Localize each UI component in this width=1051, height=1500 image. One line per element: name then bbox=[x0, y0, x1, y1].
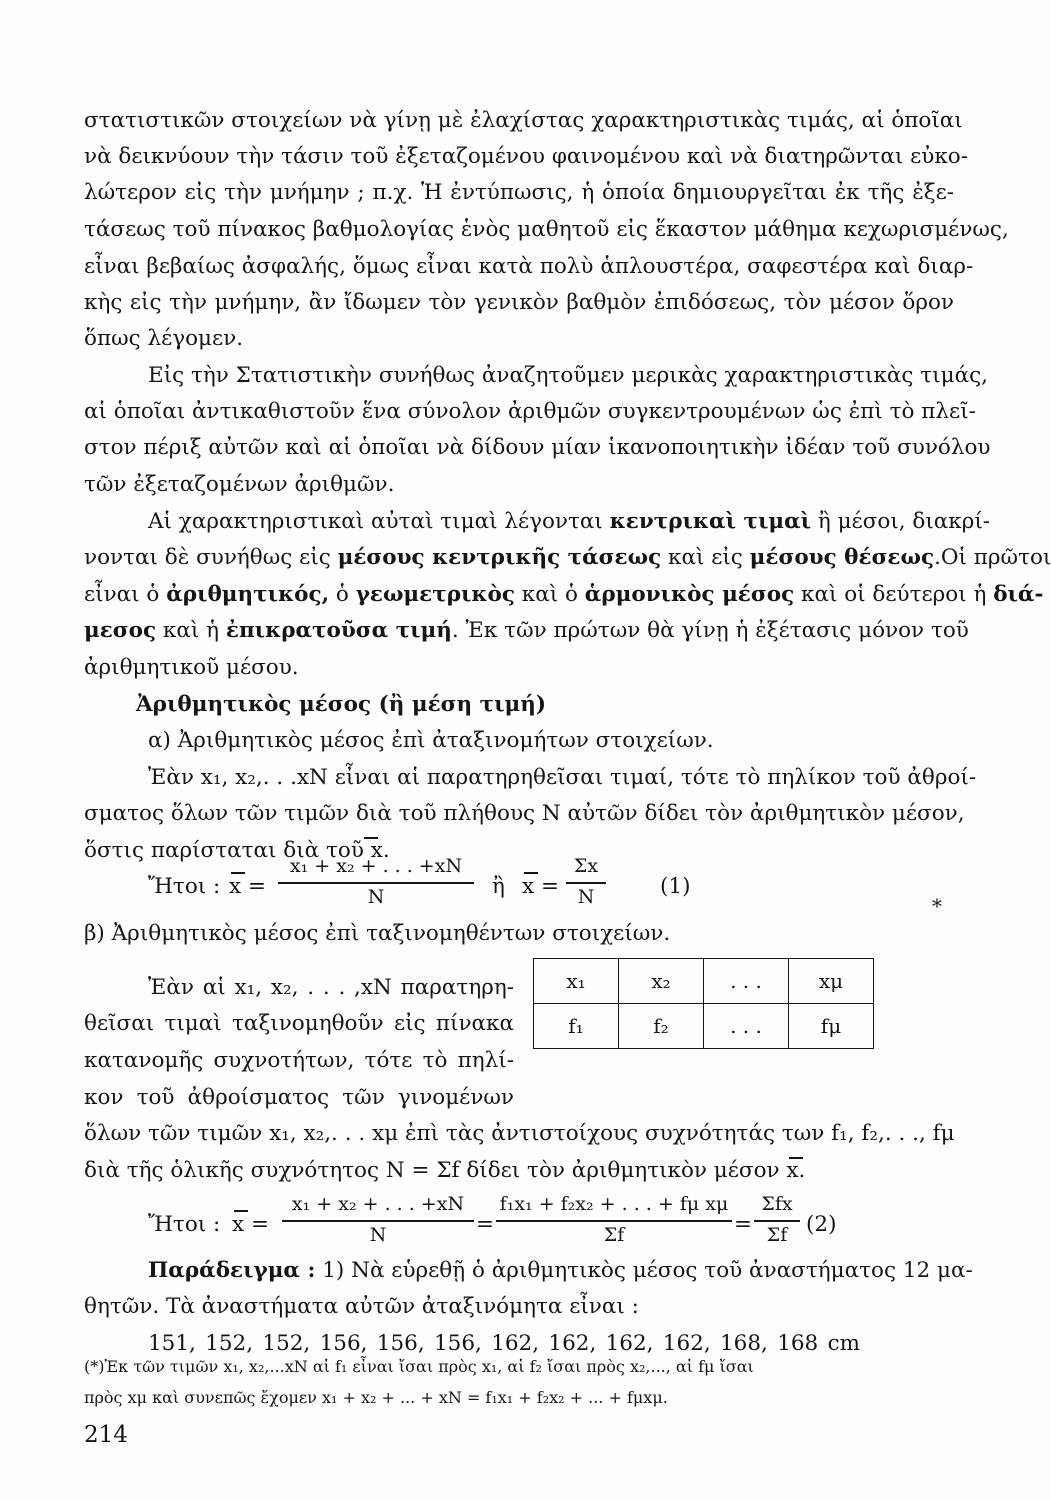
overline bbox=[364, 837, 378, 839]
bold-term: διά- bbox=[993, 582, 1044, 607]
text-line: τῶν ἐξεταζομένων ἀριθμῶν. bbox=[84, 472, 395, 497]
table-cell: xμ bbox=[789, 959, 874, 1004]
table-cell: . . . bbox=[704, 1004, 789, 1049]
table-row bbox=[534, 1004, 874, 1049]
table-cell: x₁ bbox=[534, 959, 619, 1004]
fraction-bar bbox=[754, 1220, 800, 1222]
bold-term: μέσους κεντρικῆς τάσεως bbox=[337, 545, 662, 570]
example-label: Παράδειγμα : bbox=[148, 1258, 316, 1283]
text-run: καὶ ὁ bbox=[514, 582, 585, 607]
text-line: νὰ δεικνύουν τὴν τάσιν τοῦ ἐξεταζομένου φαινομένου καὶ νὰ διατηρῶνται εὐκο- bbox=[84, 144, 968, 169]
text-run: . Ἐκ τῶν πρώτων θὰ γίνῃ ἡ ἐξέτασις μόνον τοῦ bbox=[451, 618, 969, 643]
text-line bbox=[84, 618, 969, 643]
text-run: Αἱ χαρακτηριστικαὶ αὐταὶ τιμαὶ λέγονται bbox=[148, 509, 610, 534]
frequency-table bbox=[533, 958, 874, 1049]
data-values: 151, 152, 152, 156, 156, 156, 162, 162, 162, 162, 168, 168 cm bbox=[148, 1331, 860, 1356]
equation-lhs: x = bbox=[232, 1212, 269, 1237]
text-line: σματος ὅλων τῶν τιμῶν διὰ τοῦ πλήθους N αὐτῶν δίδει τὸν ἀριθμητικὸν μέσον, bbox=[84, 801, 965, 826]
text-line: κὴς εἰς τὴν μνήμην, ἂν ἴδωμεν τὸν γενικὸν βαθμὸν ἐπιδόσεως, τὸν μέσον ὅρον bbox=[84, 290, 954, 315]
equation-prefix: Ἤτοι : bbox=[148, 1212, 221, 1237]
text-line: στον πέριξ αὐτῶν καὶ αἱ ὁποῖαι νὰ δίδουν μίαν ἱκανοποιητικὴν ἰδέαν τοῦ συνόλου bbox=[84, 435, 991, 460]
fraction-denominator: Σf bbox=[766, 1224, 788, 1246]
text-line: αἱ ὁποῖαι ἀντικαθιστοῦν ἕνα σύνολον ἀριθμῶν συγκεντρουμένων ὡς ἐπὶ τὸ πλεῖ- bbox=[84, 399, 976, 424]
table-cell: f₂ bbox=[619, 1004, 704, 1049]
footnote-line: πρὸς xμ καὶ συνεπῶς ἔχομεν x₁ + x₂ + ... + xN = f₁x₁ + f₂x₂ + ... + fμxμ. bbox=[84, 1388, 668, 1407]
overline bbox=[231, 872, 245, 874]
text-line: εἶναι βεβαίως ἀσφαλής, ὅμως εἶναι κατὰ πολὺ ἁπλουστέρα, σαφεστέρα καὶ διαρ- bbox=[84, 254, 974, 279]
equation-lhs: x = bbox=[229, 874, 266, 899]
text-line: ὅστις παρίσταται διὰ τοῦ x. bbox=[84, 838, 390, 863]
text-line bbox=[148, 1258, 973, 1283]
equation-number: (1) bbox=[660, 874, 691, 899]
equation-number: (2) bbox=[806, 1212, 837, 1237]
fraction-denominator: N bbox=[367, 886, 385, 908]
text-line: θεῖσαι τιμαὶ ταξινομηθοῦν εἰς πίνακα bbox=[84, 1011, 514, 1036]
fraction-numerator: Σfx bbox=[761, 1193, 793, 1215]
text-line: θητῶν. Τὰ ἀναστήματα αὐτῶν ἀταξινόμητα εἶναι : bbox=[84, 1294, 639, 1319]
table-cell: . . . bbox=[704, 959, 789, 1004]
fraction-bar bbox=[566, 882, 606, 884]
section-heading: Ἀριθμητικὸς μέσος (ἢ μέση τιμή) bbox=[136, 692, 547, 717]
fraction-denominator: N bbox=[577, 886, 595, 908]
overline bbox=[789, 1157, 803, 1159]
fraction-bar bbox=[496, 1220, 732, 1222]
bold-term: κεντρικαὶ τιμαὶ bbox=[609, 509, 812, 534]
text-line bbox=[148, 509, 991, 534]
text-run: ὁ bbox=[329, 582, 356, 607]
text-line: λώτερον εἰς τὴν μνήμην ; π.χ. Ἡ ἐντύπωσις, ἡ ὁποία δημιουργεῖται ἐκ τῆς ἐξε- bbox=[84, 180, 954, 205]
fraction-bar bbox=[278, 882, 474, 884]
text-run: νονται δὲ συνήθως εἰς bbox=[84, 545, 338, 570]
text-line: Ἐὰν αἱ x₁, x₂, . . . ,xN παρατηρη- bbox=[148, 975, 514, 1000]
text-line bbox=[84, 582, 1044, 607]
subsection-heading: β) Ἀριθμητικὸς μέσος ἐπὶ ταξινομηθέντων στοιχείων. bbox=[84, 921, 671, 946]
bold-term: μέσους θέσεως bbox=[749, 545, 935, 570]
text-line bbox=[84, 545, 1051, 570]
text-run: ἢ μέσοι, διακρί- bbox=[811, 509, 991, 534]
fraction-numerator: x₁ + x₂ + . . . +xN bbox=[291, 1193, 465, 1215]
footnote-marker: * bbox=[932, 894, 942, 918]
footnote-line: (*)Ἐκ τῶν τιμῶν x₁, x₂,...xN αἱ f₁ εἶναι ἴσαι πρὸς x₁, αἱ f₂ ἴσαι πρὸς x₂,..., αἱ fμ ἴσαι bbox=[84, 1357, 754, 1376]
text-line: κον τοῦ ἀθροίσματος τῶν γινομένων bbox=[84, 1085, 514, 1110]
subsection-heading: α) Ἀριθμητικὸς μέσος ἐπὶ ἀταξινομήτων στοιχείων. bbox=[148, 728, 714, 753]
text-line: Ἐὰν x₁, x₂,. . .xN εἶναι αἱ παρατηρηθεῖσαι τιμαί, τότε τὸ πηλίκον τοῦ ἀθροί- bbox=[148, 765, 977, 790]
text-line: Εἰς τὴν Στατιστικὴν συνήθως ἀναζητοῦμεν μερικὰς χαρακτηριστικὰς τιμάς, bbox=[148, 363, 988, 388]
bold-term: ἀριθμητικός, bbox=[166, 582, 330, 607]
text-line: ὅλων τῶν τιμῶν x₁, x₂,. . . xμ ἐπὶ τὰς ἀντιστοίχους συχνότητάς των f₁, f₂,. . ., fμ bbox=[84, 1121, 955, 1146]
fraction-numerator: Σx bbox=[573, 855, 599, 877]
text-run: .Οἱ πρῶτοι bbox=[934, 545, 1051, 570]
table-cell: fμ bbox=[789, 1004, 874, 1049]
table-row bbox=[534, 959, 874, 1004]
bold-term: γεωμετρικὸς bbox=[355, 582, 515, 607]
overline bbox=[524, 872, 538, 874]
equation-or: ἢ bbox=[492, 874, 505, 899]
text-line: κατανομῆς συχνοτήτων, τότε τὸ πηλί- bbox=[84, 1048, 514, 1073]
table-cell: f₁ bbox=[534, 1004, 619, 1049]
text-line: ἀριθμητικοῦ μέσου. bbox=[84, 655, 299, 680]
equation-lhs: x = bbox=[522, 874, 559, 899]
text-line: διὰ τῆς ὁλικῆς συχνότητος N = Σf δίδει τὸν ἀριθμητικὸν μέσον x. bbox=[84, 1158, 806, 1183]
bold-term: ἁρμονικὸς μέσος bbox=[584, 582, 795, 607]
text-run: καὶ εἰς bbox=[661, 545, 750, 570]
text-run: εἶναι ὁ bbox=[84, 582, 167, 607]
fraction-denominator: Σf bbox=[603, 1224, 625, 1246]
equation-equals: = bbox=[476, 1212, 495, 1237]
bold-term: ἐπικρατοῦσα τιμή bbox=[225, 618, 452, 643]
text-line: στατιστικῶν στοιχείων νὰ γίνῃ μὲ ἐλαχίστας χαρακτηριστικὰς τιμάς, αἱ ὁποῖαι bbox=[84, 108, 963, 133]
fraction-numerator: x₁ + x₂ + . . . +xN bbox=[289, 855, 463, 877]
fraction-bar bbox=[282, 1220, 474, 1222]
overline bbox=[234, 1210, 248, 1212]
text-line: τάσεως τοῦ πίνακος βαθμολογίας ἑνὸς μαθητοῦ εἰς ἕκαστον μάθημα κεχωρισμένως, bbox=[84, 217, 1009, 242]
equation-prefix: Ἤτοι : bbox=[148, 874, 221, 899]
table-cell: x₂ bbox=[619, 959, 704, 1004]
fraction-numerator: f₁x₁ + f₂x₂ + . . . + fμ xμ bbox=[499, 1193, 729, 1215]
text-line: ὅπως λέγομεν. bbox=[84, 326, 244, 351]
text-run: 1) Νὰ εὑρεθῇ ὁ ἀριθμητικὸς μέσος τοῦ ἀναστήματος 12 μα- bbox=[315, 1258, 973, 1283]
text-run: καὶ ἡ bbox=[156, 618, 226, 643]
fraction-denominator: N bbox=[369, 1224, 387, 1246]
equation-equals: = bbox=[734, 1212, 753, 1237]
text-run: καὶ οἱ δεύτεροι ἡ bbox=[794, 582, 994, 607]
page-number: 214 bbox=[84, 1422, 128, 1448]
bold-term: μεσος bbox=[84, 618, 157, 643]
